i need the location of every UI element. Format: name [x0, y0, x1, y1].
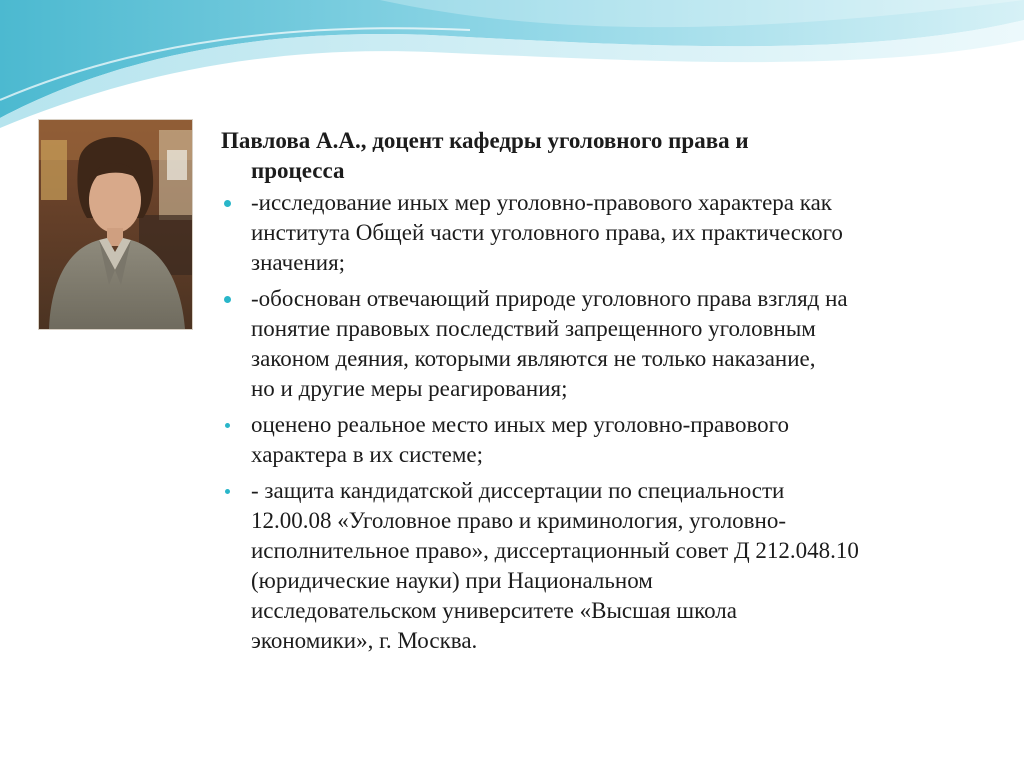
- bullet-line: но и другие меры реагирования;: [251, 376, 568, 401]
- portrait-image: [39, 120, 192, 329]
- bullet-item: [221, 410, 981, 470]
- bullet-line: характера в их системе;: [251, 442, 484, 467]
- bullet-line: значения;: [251, 250, 346, 275]
- bullet-line: исполнительное право», диссертационный совет Д 212.048.10: [251, 538, 859, 563]
- bullet-item: [221, 284, 981, 404]
- header-wave-decoration: [0, 0, 1024, 130]
- heading-line-2: процесса: [251, 158, 345, 183]
- bullet-line: законом деяния, которыми являются не только наказание,: [251, 346, 816, 371]
- bullet-list: [221, 188, 981, 656]
- slide-heading: [221, 126, 981, 186]
- heading-line-1: Павлова А.А., доцент кафедры уголовного права и: [221, 128, 749, 153]
- bullet-line: оценено реальное место иных мер уголовно-правового: [251, 412, 790, 437]
- bullet-dot-icon: [225, 423, 230, 428]
- portrait-photo: [39, 120, 192, 329]
- bullet-line: 12.00.08 «Уголовное право и криминология, уголовно-: [251, 508, 786, 533]
- bullet-line: исследовательском университете «Высшая школа: [251, 598, 737, 623]
- bullet-line: -исследование иных мер уголовно-правового характера как: [251, 190, 832, 215]
- bullet-line: экономики», г. Москва.: [251, 628, 478, 653]
- bullet-item: [221, 476, 981, 656]
- slide-content: [221, 126, 981, 662]
- bullet-line: института Общей части уголовного права, их практического: [251, 220, 843, 245]
- bullet-dot-icon: [225, 489, 230, 494]
- bullet-line: (юридические науки) при Национальном: [251, 568, 653, 593]
- bullet-dot-icon: [224, 296, 231, 303]
- bullet-dot-icon: [224, 200, 231, 207]
- bullet-line: -обоснован отвечающий природе уголовного права взгляд на: [251, 286, 848, 311]
- bullet-line: понятие правовых последствий запрещенного уголовным: [251, 316, 816, 341]
- bullet-line: - защита кандидатской диссертации по специальности: [251, 478, 785, 503]
- bullet-item: [221, 188, 981, 278]
